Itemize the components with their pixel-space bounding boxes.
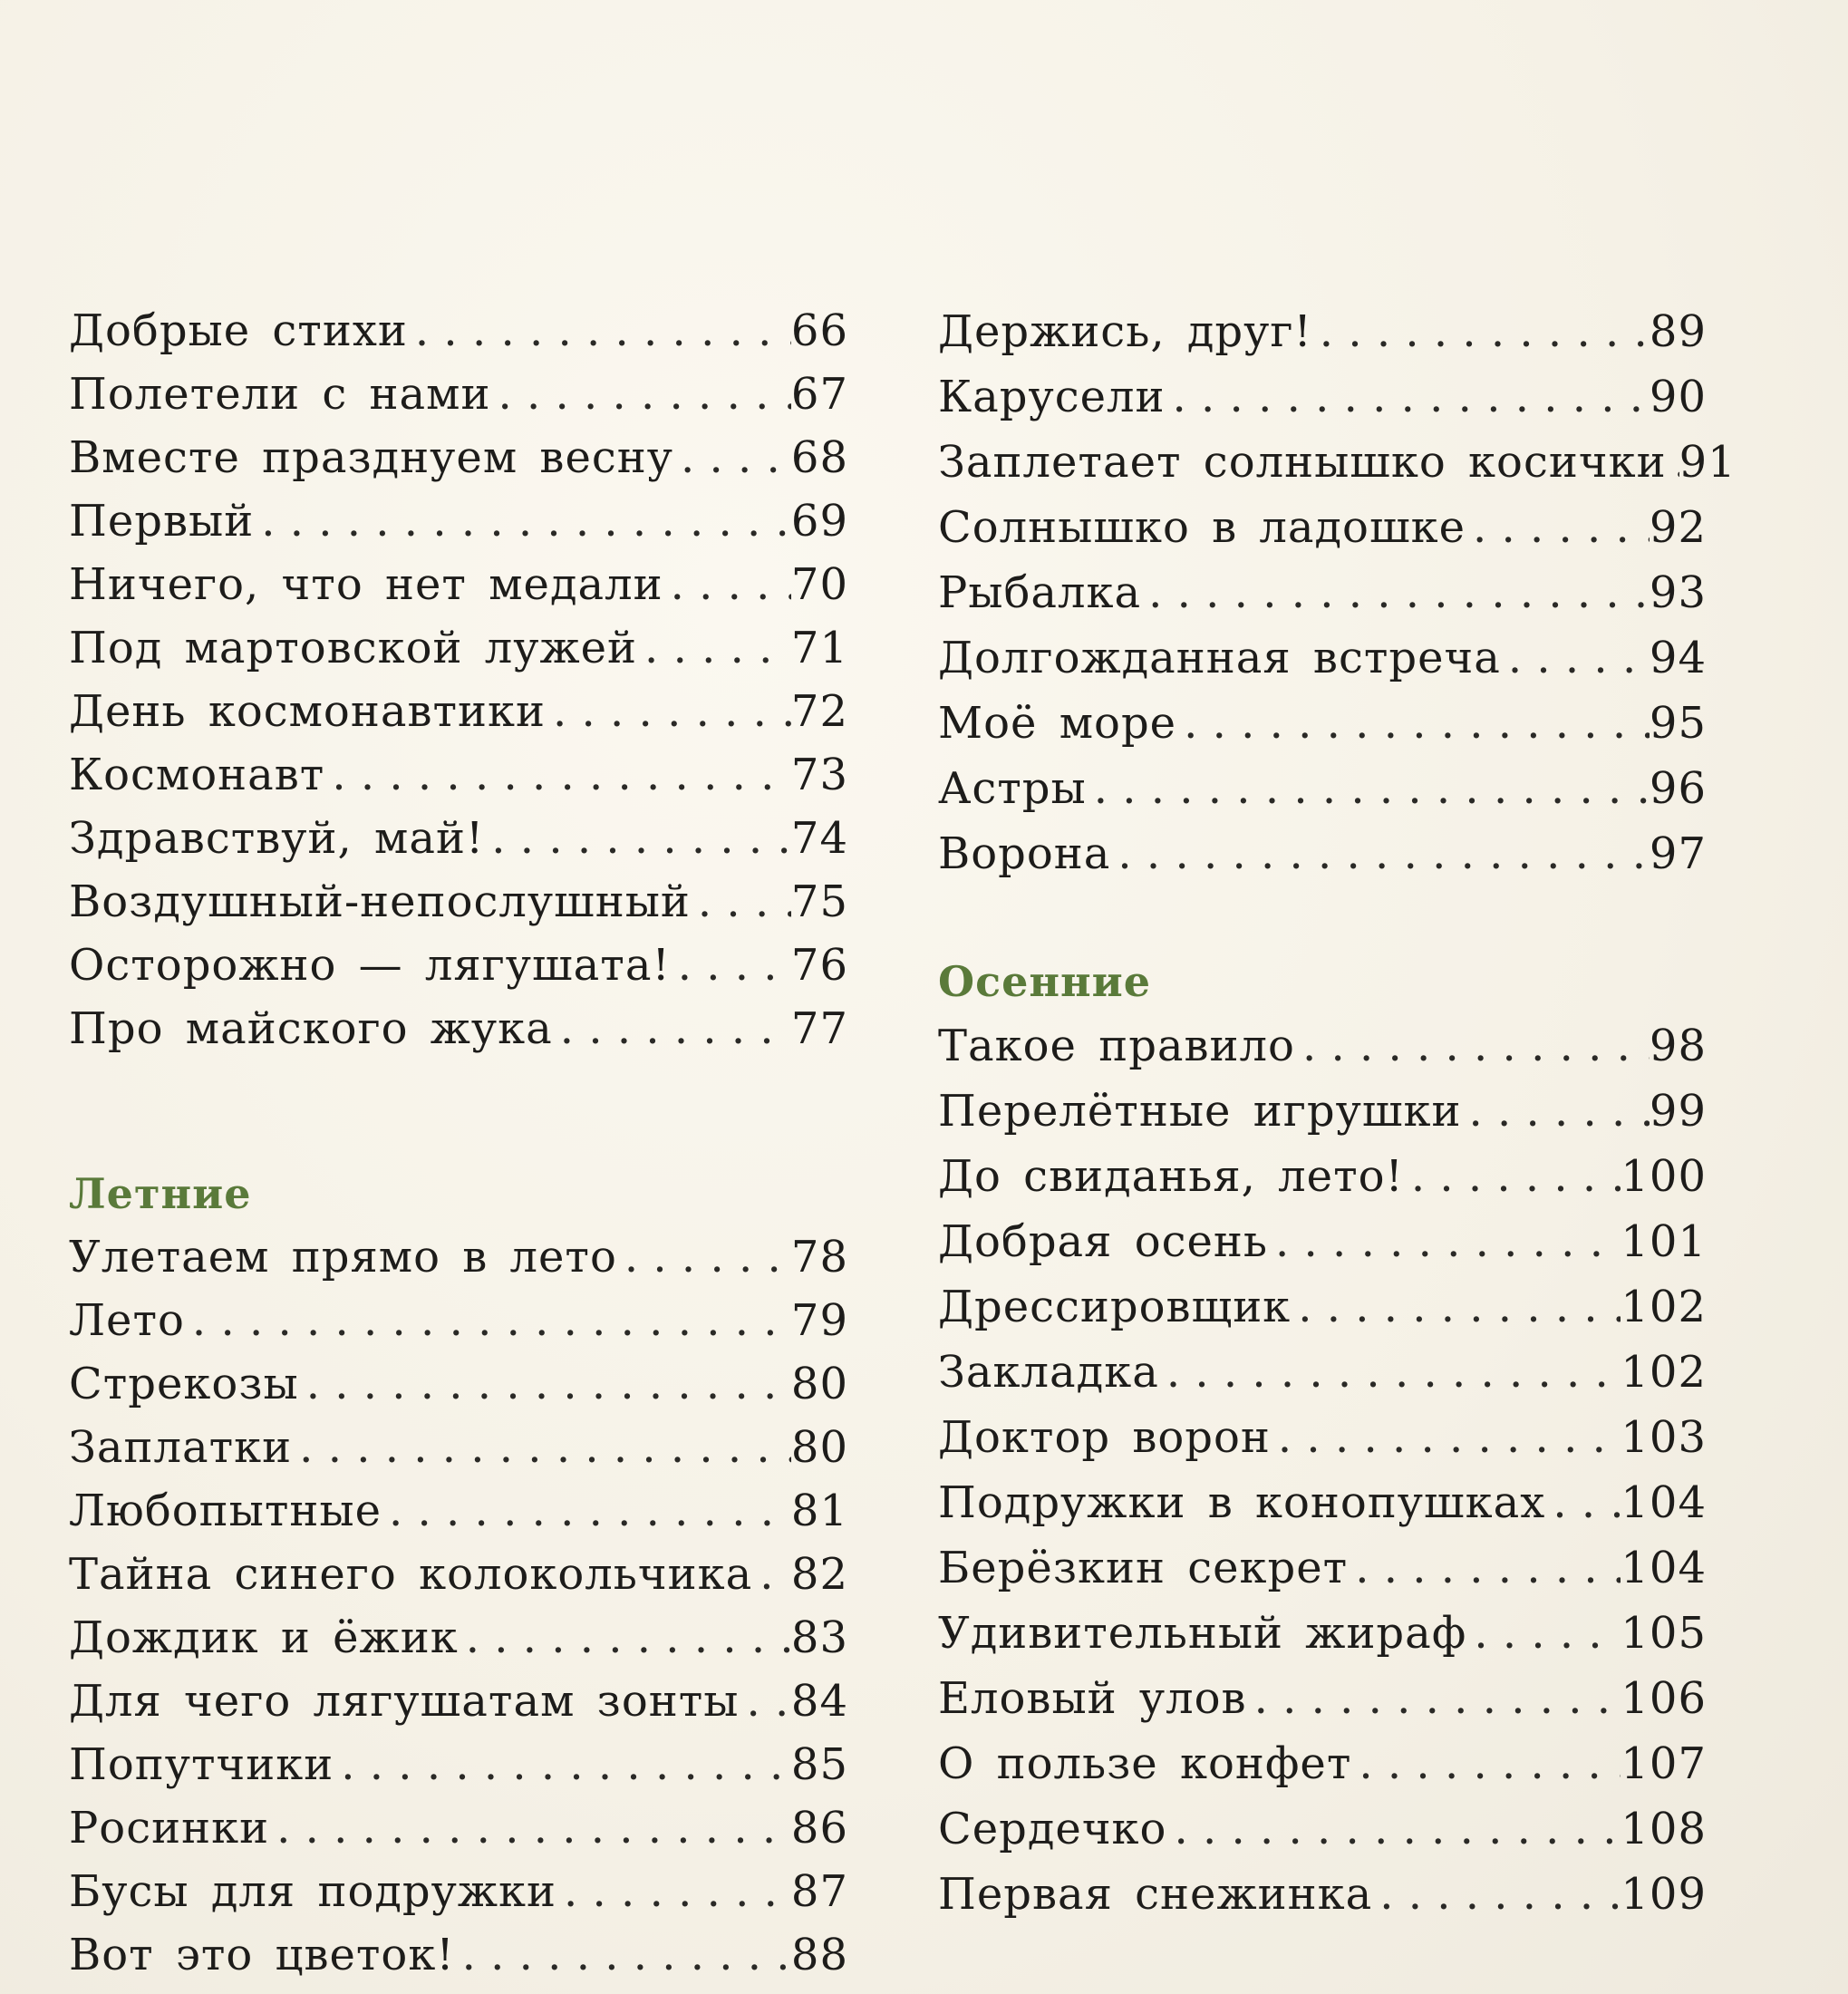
toc-entry-title: Тайна синего колокольчика	[69, 1549, 753, 1600]
toc-entry-page-number: 104	[1621, 1477, 1707, 1528]
toc-entry-page-number: 92	[1649, 502, 1707, 553]
toc-entry-title: Вместе празднуем весну	[69, 432, 673, 483]
dot-leader	[1461, 1079, 1649, 1144]
toc-entry	[938, 430, 1737, 495]
toc-entry	[938, 1274, 1707, 1340]
dot-leader	[1501, 625, 1650, 691]
toc-entry-title: Еловый улов	[938, 1673, 1247, 1724]
toc-entry-title: Удивительный жираф	[938, 1608, 1467, 1659]
toc-entry-title: Такое правило	[938, 1021, 1295, 1071]
toc-entry-title: Здравствуй, май!	[69, 813, 485, 864]
dot-leader	[1141, 560, 1650, 625]
toc-entry-title: Космонавт	[69, 750, 325, 800]
dot-leader	[752, 1543, 791, 1606]
toc-entry	[938, 1209, 1707, 1274]
toc-entry-title: Заплетает солнышко косички	[938, 437, 1667, 488]
toc-entry-page-number: 73	[790, 750, 848, 800]
toc-entry-page-number: 109	[1621, 1869, 1707, 1920]
autumn-entries-list	[938, 1013, 1707, 1927]
toc-entry	[938, 1144, 1707, 1209]
toc-entry	[69, 553, 848, 616]
toc-entry-title: Для чего лягушатам зонты	[69, 1676, 740, 1727]
dot-leader	[292, 1416, 791, 1479]
toc-entry	[69, 807, 848, 870]
toc-entry-page-number: 89	[1649, 306, 1707, 357]
toc-entry	[69, 1416, 848, 1479]
toc-entry-title: Карусели	[938, 372, 1166, 422]
toc-entry-page-number: 78	[790, 1232, 848, 1283]
toc-entry-page-number: 74	[790, 813, 848, 864]
toc-entry-page-number: 69	[790, 496, 848, 547]
toc-entry-title: Подружки в конопушках	[938, 1477, 1546, 1528]
dot-leader	[617, 1225, 791, 1289]
toc-entry-page-number: 90	[1649, 372, 1707, 422]
dot-leader	[455, 1923, 791, 1987]
toc-entry-page-number: 87	[790, 1866, 848, 1917]
dot-leader	[1351, 1731, 1621, 1796]
dot-leader	[553, 997, 791, 1060]
toc-right-column	[938, 299, 1737, 1927]
toc-entry	[69, 426, 848, 489]
toc-entry	[69, 1860, 848, 1923]
dot-leader	[1545, 1470, 1621, 1535]
dot-leader	[1466, 495, 1650, 560]
toc-entry-title: Росинки	[69, 1803, 270, 1854]
toc-entry-page-number: 102	[1621, 1282, 1707, 1332]
toc-entry-page-number: 68	[790, 432, 848, 483]
toc-entry	[69, 997, 848, 1060]
toc-entry-page-number: 83	[790, 1612, 848, 1663]
toc-entry	[938, 1731, 1707, 1796]
toc-entry	[938, 299, 1707, 364]
dot-leader	[1312, 299, 1650, 364]
dot-leader	[334, 1733, 791, 1796]
toc-entry-title: Дрессировщик	[938, 1282, 1292, 1332]
toc-entry-title: Держись, друг!	[938, 306, 1312, 357]
dot-leader	[740, 1670, 791, 1733]
toc-entry-page-number: 70	[790, 559, 848, 610]
dot-leader	[1291, 1274, 1621, 1340]
dot-leader	[1247, 1666, 1621, 1731]
toc-entry-page-number: 100	[1621, 1151, 1707, 1202]
toc-entry-title: Солнышко в ладошке	[938, 502, 1466, 553]
dot-leader	[1404, 1144, 1621, 1209]
toc-entry-page-number: 103	[1621, 1412, 1707, 1463]
toc-left-column	[69, 299, 848, 1987]
toc-entry	[69, 1225, 848, 1289]
toc-entry	[69, 1543, 848, 1606]
toc-entry-page-number: 94	[1649, 633, 1707, 683]
toc-entry-page-number: 102	[1621, 1347, 1707, 1398]
toc-entry	[69, 363, 848, 426]
toc-entry	[69, 870, 848, 934]
toc-entry-page-number: 85	[790, 1739, 848, 1790]
toc-entry-page-number: 80	[790, 1422, 848, 1473]
dot-leader	[1176, 691, 1650, 756]
toc-entry	[69, 489, 848, 553]
dot-leader	[1466, 1601, 1621, 1666]
toc-entry-page-number: 82	[790, 1549, 848, 1600]
toc-entry-title: Берёзкин секрет	[938, 1543, 1349, 1593]
toc-entry-title: Про майского жука	[69, 1003, 553, 1054]
dot-leader	[673, 426, 791, 489]
dot-leader	[1295, 1013, 1650, 1079]
toc-entry-page-number: 75	[790, 876, 848, 927]
section-heading-autumn: Осенние	[938, 957, 1152, 1006]
toc-entry-page-number: 105	[1621, 1608, 1707, 1659]
dot-leader	[299, 1352, 791, 1416]
toc-entry	[69, 1733, 848, 1796]
toc-entry-page-number: 91	[1679, 437, 1737, 488]
toc-entry	[69, 1923, 848, 1987]
dot-leader	[1159, 1340, 1621, 1405]
toc-entry	[69, 743, 848, 807]
toc-entry-title: Лето	[69, 1295, 185, 1346]
toc-entry-page-number: 88	[790, 1930, 848, 1980]
dot-leader	[324, 743, 791, 807]
toc-entry-title: Осторожно — лягушата!	[69, 940, 671, 991]
toc-entry-title: Перелётные игрушки	[938, 1086, 1462, 1137]
toc-entry-title: День космонавтики	[69, 686, 546, 737]
toc-entry	[69, 1479, 848, 1543]
toc-entry-title: Первый	[69, 496, 255, 547]
dot-leader	[254, 489, 791, 553]
toc-entry-page-number: 77	[790, 1003, 848, 1054]
summer-entries-list	[69, 1225, 848, 1987]
toc-entry	[938, 756, 1707, 821]
toc-entry-page-number: 99	[1649, 1086, 1707, 1137]
toc-entry	[69, 1796, 848, 1860]
toc-entry-title: Добрая осень	[938, 1216, 1269, 1267]
toc-entry-title: О пользе конфет	[938, 1738, 1352, 1789]
toc-entry-title: Вот это цветок!	[69, 1930, 455, 1980]
toc-entry-page-number: 66	[790, 305, 848, 356]
toc-entry-page-number: 81	[790, 1486, 848, 1536]
toc-entry-title: Ничего, что нет медали	[69, 559, 663, 610]
dot-leader	[1372, 1862, 1621, 1927]
toc-entry-page-number: 72	[790, 686, 848, 737]
toc-entry	[938, 1601, 1707, 1666]
dot-leader	[490, 363, 790, 426]
toc-entry-title: Рыбалка	[938, 567, 1142, 618]
toc-entry-title: Стрекозы	[69, 1359, 299, 1409]
toc-entry-title: Заплатки	[69, 1422, 293, 1473]
toc-entry	[938, 560, 1707, 625]
dot-leader	[691, 870, 791, 934]
toc-entry-page-number: 84	[790, 1676, 848, 1727]
toc-entry	[938, 1862, 1707, 1927]
toc-entry	[938, 1013, 1707, 1079]
toc-entry-title: Сердечко	[938, 1804, 1167, 1854]
dot-leader	[671, 934, 791, 997]
toc-entry	[69, 1606, 848, 1670]
toc-entry	[938, 1405, 1707, 1470]
toc-entry-page-number: 67	[790, 369, 848, 420]
toc-entry-page-number: 86	[790, 1803, 848, 1854]
dot-leader	[484, 807, 791, 870]
toc-entry-page-number: 96	[1649, 763, 1707, 814]
toc-entry-title: До свиданья, лето!	[938, 1151, 1404, 1202]
toc-entry	[69, 616, 848, 680]
summer-entries-continued-list	[938, 299, 1737, 886]
spring-entries-list	[69, 299, 848, 1060]
toc-entry	[938, 691, 1707, 756]
toc-entry	[938, 1079, 1707, 1144]
toc-entry-page-number: 104	[1621, 1543, 1707, 1593]
toc-entry	[69, 934, 848, 997]
toc-entry	[69, 1352, 848, 1416]
toc-entry	[938, 1796, 1707, 1862]
toc-entry	[938, 1666, 1707, 1731]
toc-entry	[938, 821, 1707, 886]
toc-entry	[938, 1340, 1707, 1405]
toc-entry	[938, 1470, 1707, 1535]
toc-entry-page-number: 80	[790, 1359, 848, 1409]
toc-entry-title: Попутчики	[69, 1739, 334, 1790]
toc-entry-page-number: 93	[1649, 567, 1707, 618]
dot-leader	[1166, 1796, 1621, 1862]
dot-leader	[1110, 821, 1650, 886]
toc-entry-page-number: 76	[790, 940, 848, 991]
toc-entry-page-number: 101	[1621, 1216, 1707, 1267]
toc-entry-title: Доктор ворон	[938, 1412, 1271, 1463]
toc-entry-title: Первая снежинка	[938, 1869, 1373, 1920]
toc-entry-title: Под мартовской лужей	[69, 623, 638, 673]
dot-leader	[185, 1289, 791, 1352]
toc-entry-title: Ворона	[938, 828, 1111, 879]
dot-leader	[1667, 430, 1679, 495]
dot-leader	[1166, 364, 1650, 430]
dot-leader	[663, 553, 791, 616]
toc-entry-page-number: 106	[1621, 1673, 1707, 1724]
toc-entry-page-number: 108	[1621, 1804, 1707, 1854]
toc-entry	[69, 680, 848, 743]
toc-entry-page-number: 97	[1649, 828, 1707, 879]
toc-entry	[69, 1289, 848, 1352]
toc-entry-title: Воздушный-непослушный	[69, 876, 691, 927]
toc-entry-title: Полетели с нами	[69, 369, 491, 420]
toc-entry	[938, 364, 1707, 430]
dot-leader	[1348, 1535, 1621, 1601]
toc-entry-page-number: 79	[790, 1295, 848, 1346]
dot-leader	[546, 680, 791, 743]
dot-leader	[408, 299, 791, 363]
section-heading-summer: Летние	[69, 1169, 252, 1218]
dot-leader	[459, 1606, 791, 1670]
toc-entry-page-number: 98	[1649, 1021, 1707, 1071]
toc-entry	[69, 1670, 848, 1733]
dot-leader	[1271, 1405, 1621, 1470]
toc-entry-title: Бусы для подружки	[69, 1866, 557, 1917]
toc-entry-page-number: 95	[1649, 698, 1707, 749]
toc-entry-title: Любопытные	[69, 1486, 382, 1536]
toc-entry	[938, 1535, 1707, 1601]
dot-leader	[1268, 1209, 1621, 1274]
dot-leader	[269, 1796, 791, 1860]
dot-leader	[637, 616, 791, 680]
toc-entry-title: Моё море	[938, 698, 1177, 749]
toc-entry-title: Добрые стихи	[69, 305, 408, 356]
toc-entry-title: Закладка	[938, 1347, 1159, 1398]
toc-entry-page-number: 107	[1621, 1738, 1707, 1789]
toc-entry-title: Дождик и ёжик	[69, 1612, 459, 1663]
toc-entry	[938, 625, 1707, 691]
dot-leader	[556, 1860, 791, 1923]
dot-leader	[382, 1479, 791, 1543]
toc-entry	[938, 495, 1707, 560]
toc-entry-title: Долгожданная встреча	[938, 633, 1501, 683]
toc-entry-title: Астры	[938, 763, 1087, 814]
toc-entry-title: Улетаем прямо в лето	[69, 1232, 617, 1283]
toc-entry-page-number: 71	[790, 623, 848, 673]
toc-entry	[69, 299, 848, 363]
dot-leader	[1087, 756, 1650, 821]
